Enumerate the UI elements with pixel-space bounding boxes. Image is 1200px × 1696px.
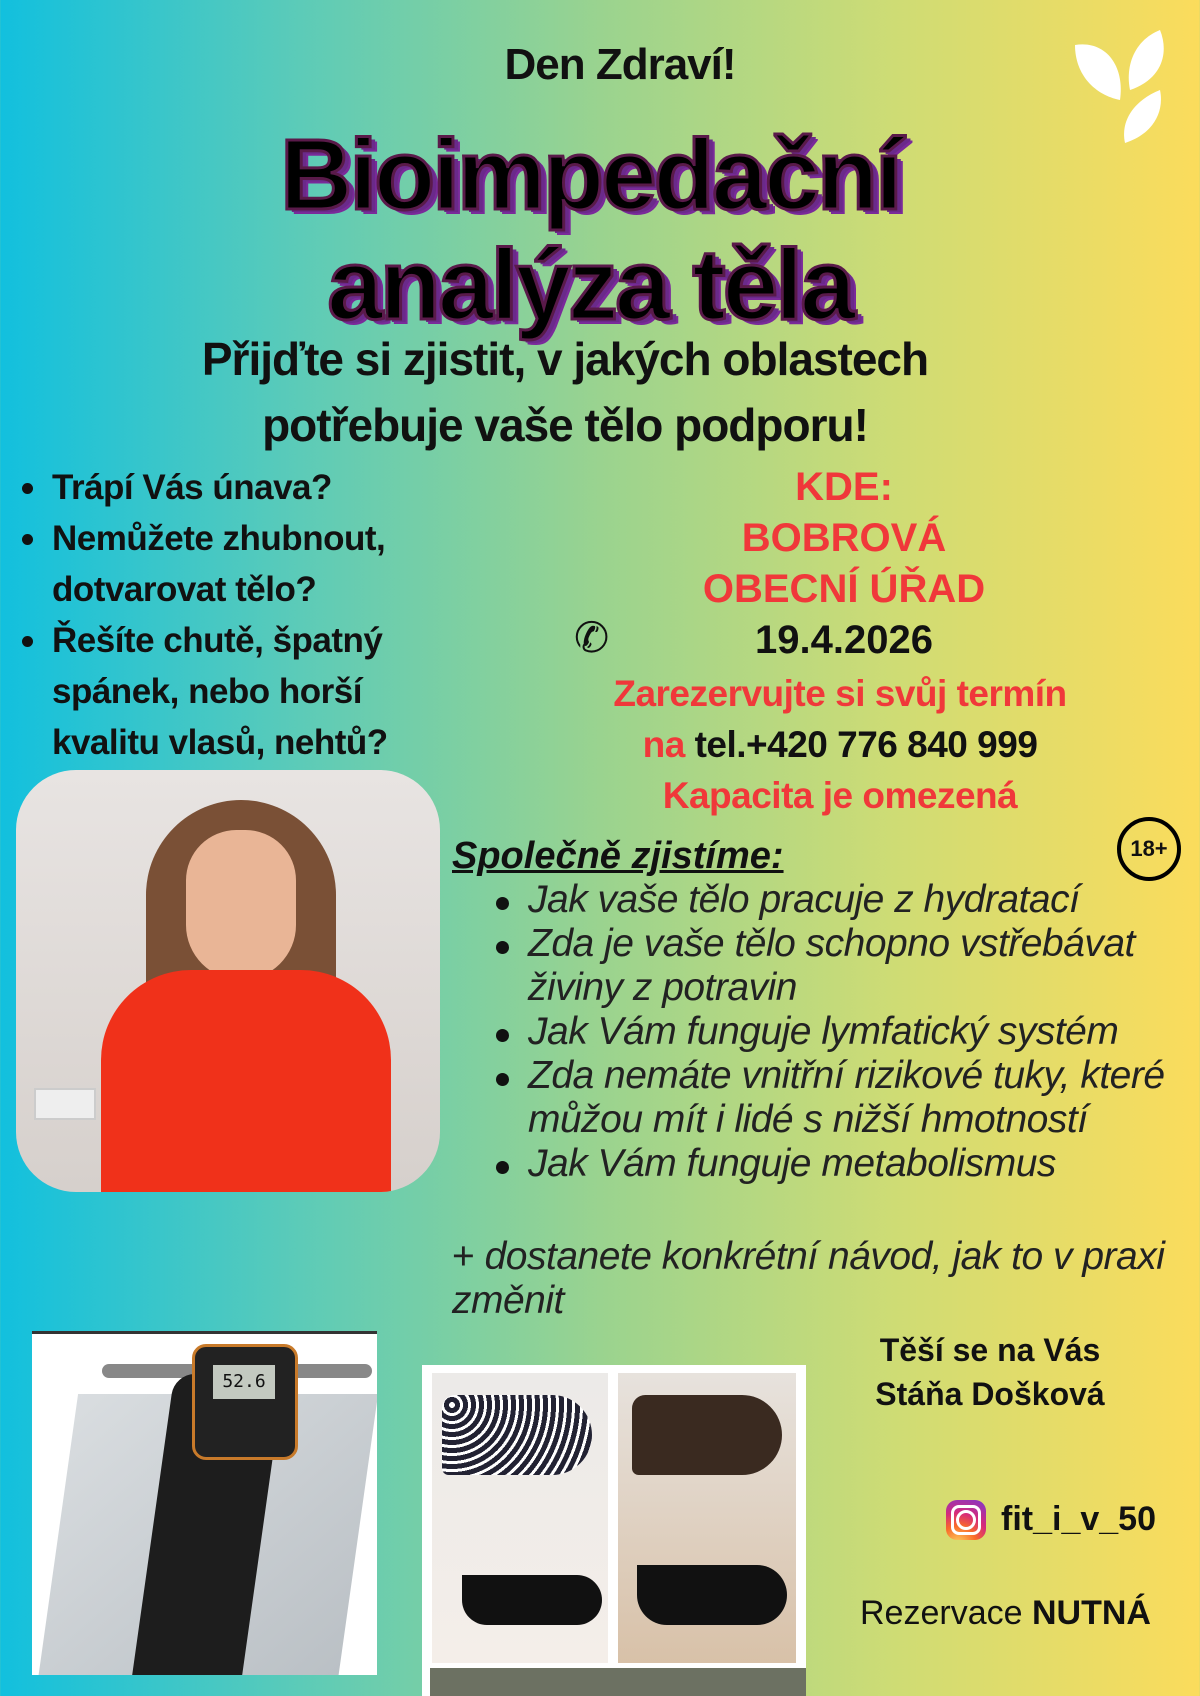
phone-icon: ✆ xyxy=(574,614,610,661)
finding-item: Zda nemáte vnitřní rizikové tuky, které můžou mít i lidé s nižší hmotností xyxy=(490,1054,1190,1142)
greeting-line: Těší se na Vás xyxy=(879,1332,1101,1368)
greeting xyxy=(820,1328,1160,1416)
plus-sign: + xyxy=(452,1235,475,1278)
reservation-block xyxy=(540,668,1140,821)
host-photo xyxy=(16,770,440,1192)
location-venue: OBECNÍ ÚŘAD xyxy=(702,567,986,611)
question-item: Trápí Vás únava? xyxy=(18,462,458,513)
location-label: KDE: xyxy=(795,465,893,509)
together-heading: Společně zjistíme: xyxy=(452,835,784,877)
scale-readout: 52.6 xyxy=(213,1365,275,1399)
title-line-1: Bioimpedační xyxy=(280,119,900,231)
reservation-line: Zarezervujte si svůj termín xyxy=(613,673,1067,714)
age-badge: 18+ xyxy=(1117,817,1181,881)
extra-text: dostanete konkrétní návod, jak to v praxi změnit xyxy=(452,1235,1165,1322)
rez-label: Rezervace xyxy=(860,1594,1032,1632)
instagram-icon xyxy=(946,1500,986,1540)
findings-list xyxy=(490,878,1190,1186)
location-block xyxy=(594,462,1094,666)
title-line-2: analýza těla xyxy=(327,229,853,341)
instagram-handle[interactable]: fit_i_v_50 xyxy=(1001,1500,1156,1538)
capacity-note: Kapacita je omezená xyxy=(662,775,1018,816)
rez-strong: NUTNÁ xyxy=(1031,1594,1151,1632)
question-item: Řešíte chutě, špatný spánek, nebo horší kvalitu vlasů, nehtů? xyxy=(18,615,458,768)
finding-item: Jak Vám funguje lymfatický systém xyxy=(490,1010,1190,1054)
event-name: Den Zdraví! xyxy=(504,40,736,89)
finding-item: Jak vaše tělo pracuje z hydratací xyxy=(490,878,1190,922)
subtitle-line-1: Přijďte si zjistit, v jakých oblastech xyxy=(201,333,929,385)
host-name: Stáňa Došková xyxy=(875,1376,1105,1412)
event-date: 19.4.2026 xyxy=(755,618,933,662)
reservation-required xyxy=(860,1594,1151,1633)
question-item: Nemůžete zhubnout, dotvarovat tělo? xyxy=(18,513,458,615)
subtitle-line-2: potřebuje vaše tělo podporu! xyxy=(262,399,868,451)
before-after-image xyxy=(422,1365,806,1696)
reservation-na: na xyxy=(642,724,685,765)
phone-number[interactable]: tel.+420 776 840 999 xyxy=(694,724,1038,765)
questions-list xyxy=(18,462,458,768)
body-analyzer-scale-image xyxy=(32,1331,377,1675)
location-place: BOBROVÁ xyxy=(741,516,947,560)
finding-item: Jak Vám funguje metabolismus xyxy=(490,1142,1190,1186)
finding-item: Zda je vaše tělo schopno vstřebávat živiny z potravin xyxy=(490,922,1190,1010)
extra-note xyxy=(452,1235,1172,1323)
